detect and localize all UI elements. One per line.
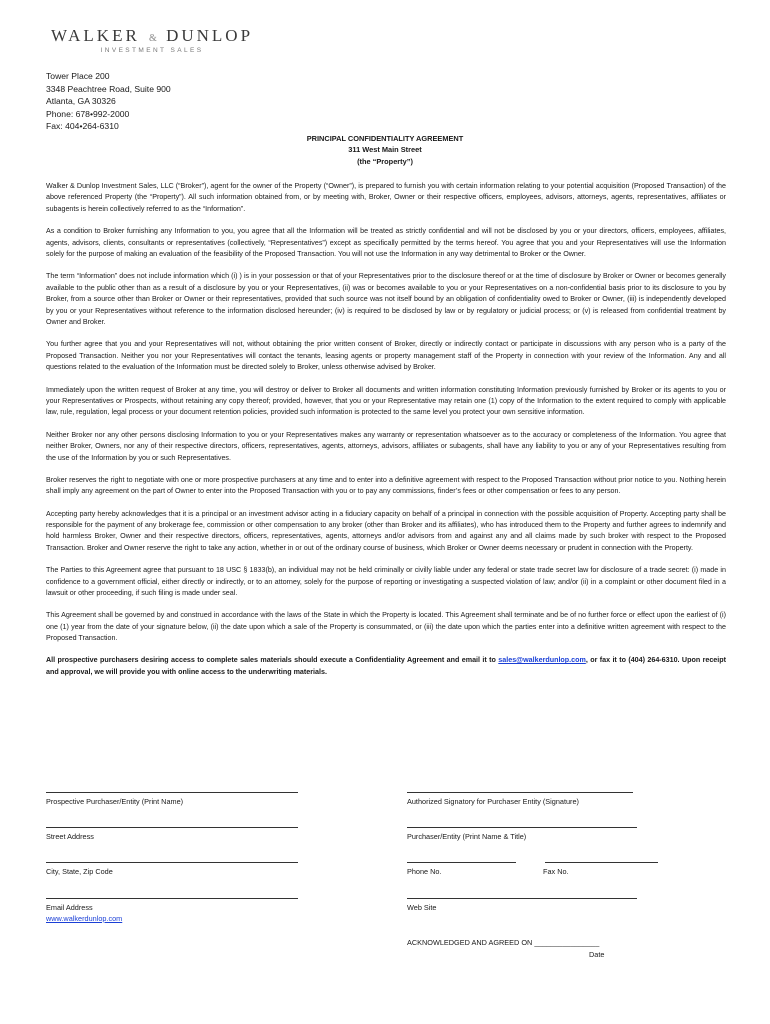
city-state-zip-label: City, State, Zip Code: [46, 867, 113, 876]
email-line[interactable]: [46, 898, 298, 899]
purchaser-entity-line[interactable]: [46, 792, 298, 793]
purchaser-name-title-label: Purchaser/Entity (Print Name & Title): [407, 832, 527, 841]
company-address: [46, 70, 171, 133]
paragraph-information-exclusions: The term “Information” does not include information which (i) ) is in your possession or that of your Representatives prior to the disclosure thereof or at the time of disclosure by Broker or Owner or becomes generally available to the public other than as a result of a disclosure by you or your Representatives, (ii) was or becomes available to you or your Representatives on a non-confidential basis prior to its disclosure to you by Broker, from a source other than Broker or Owner or their representatives, provided that such source was not itself bound by an obligation of confidentiality owed to Broker or Owner, (iii) is independently developed by you or your Representatives without reference to the information disclosed hereunder; (iv) is required to be disclosed by law or by regulatory or judicial process; or (v) is released from confidential treatment by Owner and Broker.: [46, 272, 726, 327]
address-street: 3348 Peachtree Road, Suite 900: [46, 83, 171, 94]
acknowledged-date-field[interactable]: ________________: [534, 938, 600, 947]
phone-line[interactable]: [407, 862, 516, 863]
paragraph-no-contact: You further agree that you and your Representatives will not, without obtaining the prior written consent of Broker, directly or indirectly contact or participate in discussions with any person who is a party of the Proposed Transaction. Neither you nor your Representatives will contact the tenants, leasing agents or property management staff of the Property in connection with your review of the Information. Any and all questions related to the evaluation of the Information must be directed solely to Broker, unless otherwise advised by Broker.: [46, 340, 726, 372]
fax-label: Fax No.: [543, 867, 569, 876]
property-address: 311 West Main Street: [348, 145, 422, 155]
address-phone: Phone: 678•992-2000: [46, 108, 130, 119]
paragraph-return-of-information: Immediately upon the written request of Broker at any time, you will destroy or deliver to Broker all documents and written information constituting Information previously furnished by Broker or its agents to you or your Representatives or Prospects, without retaining any copy thereof; provided, however, that you or your Representative may retain one (1) copy of the Information to the extent required to comply with applicable law, rule, regulation, legal process or your document retention policies, provided such information is protected to the same level you protect your own sensitive information.: [46, 385, 726, 417]
acknowledged-line: [407, 938, 599, 947]
fax-line[interactable]: [545, 862, 658, 863]
closing-text-start: All prospective purchasers desiring access to complete sales materials should execute a Confidentiality Agreement and email it to: [46, 656, 499, 665]
company-logo: [46, 26, 258, 54]
paragraph-intro: Walker & Dunlop Investment Sales, LLC (“Broker”), agent for the owner of the Property (“Owner”), is prepared to furnish you with certain information relating to your potential acquisition (Proposed Transaction) of the above referenced Property (the “Property”). All such information obtained from, or by meeting with, Broker, Owner or their respective officers, employees, advisors, attorneys, agents, representatives, affiliates or subagents is herein collectively referred to as the “Information”.: [46, 182, 726, 213]
address-city: Atlanta, GA 30326: [46, 96, 116, 106]
address-building: Tower Place 200: [46, 71, 110, 81]
logo-ampersand: &: [149, 33, 157, 44]
agreement-body: [46, 181, 726, 689]
paragraph-confidentiality: As a condition to Broker furnishing any Information to you, you agree that all the Information will be treated as strictly confidential and will not be disclosed by you or your directors, officers, employees, affiliates, agents, advisors, clients, consultants or representatives (collectively, “Representatives”) except as specifically permitted by the terms hereof. You agree that you and your Representatives will use the Information solely for the purpose of making an evaluation of the feasibility of the Proposed Transaction. You will not use the Information in any way detrimental to Broker or the Owner.: [46, 227, 726, 259]
logo-subtitle: INVESTMENT SALES: [100, 47, 204, 54]
paragraph-closing-instructions: [46, 655, 726, 678]
city-state-zip-line[interactable]: [46, 862, 298, 863]
property-label: (the “Property”): [357, 156, 413, 166]
street-address-label: Street Address: [46, 832, 94, 841]
email-label: Email Address: [46, 903, 93, 912]
phone-label: Phone No.: [407, 867, 442, 876]
agreement-title-block: [0, 133, 770, 167]
agreement-title: PRINCIPAL CONFIDENTIALITY AGREEMENT: [306, 134, 464, 143]
street-address-line[interactable]: [46, 827, 298, 828]
paragraph-trade-secret: The Parties to this Agreement agree that pursuant to 18 USC § 1833(b), an individual may not be held criminally or civilly liable under any federal or state trade secret law for disclosure of a trade secret: (i) made in confidence to a government official, either directly or indirectly, or to an attorney, solely for the purpose of reporting or investigating a suspected violation of law; and/or (ii) in a complaint or other document filed in a lawsuit or other proceeding, if such filing is made under seal.: [46, 566, 726, 598]
authorized-signatory-line[interactable]: [407, 792, 633, 793]
logo-wordmark: [46, 26, 258, 46]
closing-text-end: , or fax it to (404) 264-6310. Upon receipt and approval, we will provide you with online access to the underwriting materials.: [46, 656, 726, 676]
logo-word-dunlop: DUNLOP: [166, 26, 254, 45]
website-link[interactable]: www.walkerdunlop.com: [46, 914, 123, 923]
logo-word-walker: WALKER: [50, 26, 140, 45]
paragraph-principal-acknowledgement: Accepting party hereby acknowledges that it is a principal or an investment advisor acting in a fiduciary capacity on behalf of a principal in connection with the possible acquisition of Property. Accepting party shall be responsible for the payment of any brokerage fee, commission or other compensation to any broker (other than Broker and its affiliates), who has introduced them to the Property and further agrees to indemnify and hold harmless Broker, Owner and their respective directors, officers, representatives, agents, attorneys and/or advisors from and against any and all claims made by such broker with respect to the Proposed Transaction. Broker and Owner reserve the right to take any action, whether in or out of the ordinary course of business, which Broker or Owner deems necessary or prudent in connection with the Property.: [46, 509, 726, 552]
address-fax: Fax: 404•264-6310: [46, 121, 119, 131]
website-label: Web Site: [407, 903, 437, 912]
date-label: Date: [589, 950, 605, 959]
authorized-signatory-label: Authorized Signatory for Purchaser Entity (Signature): [407, 797, 579, 806]
sales-email-link[interactable]: sales@walkerdunlop.com: [498, 656, 586, 665]
paragraph-governing-law: This Agreement shall be governed by and construed in accordance with the laws of the State in which the Property is located. This Agreement shall terminate and be of no further force or effect upon the earliest of (i) one (1) year from the date of your signature below, (ii) the date upon which a sale of the Property is consummated, or (iii) the date upon which the parties enter into a definitive written agreement with respect to the Proposed Transaction.: [46, 611, 726, 643]
paragraph-negotiation-rights: Broker reserves the right to negotiate with one or more prospective purchasers at any time and to enter into a definitive agreement with respect to the Proposed Transaction without prior notice to you. Nothing herein shall imply any agreement on the part of Owner to enter into the Proposed Transaction with you or to pay any commissions, finder’s fees or other compensation or fees to any person.: [46, 475, 726, 496]
website-line[interactable]: [407, 898, 637, 899]
acknowledged-label: ACKNOWLEDGED AND AGREED ON: [407, 938, 533, 947]
paragraph-no-warranty: Neither Broker nor any other persons disclosing Information to you or your Representatives makes any warranty or representation whatsoever as to the accuracy or completeness of the Information. You agree that neither Broker, Owners, nor any of their respective directors, officers, representatives, agents, attorneys, advisors, affiliates or subagents, shall have any liability to you or any of your Representatives resulting from the use of the Information by you or such Representatives.: [46, 430, 726, 462]
purchaser-name-title-line[interactable]: [407, 827, 637, 828]
purchaser-entity-label: Prospective Purchaser/Entity (Print Name): [46, 797, 184, 806]
